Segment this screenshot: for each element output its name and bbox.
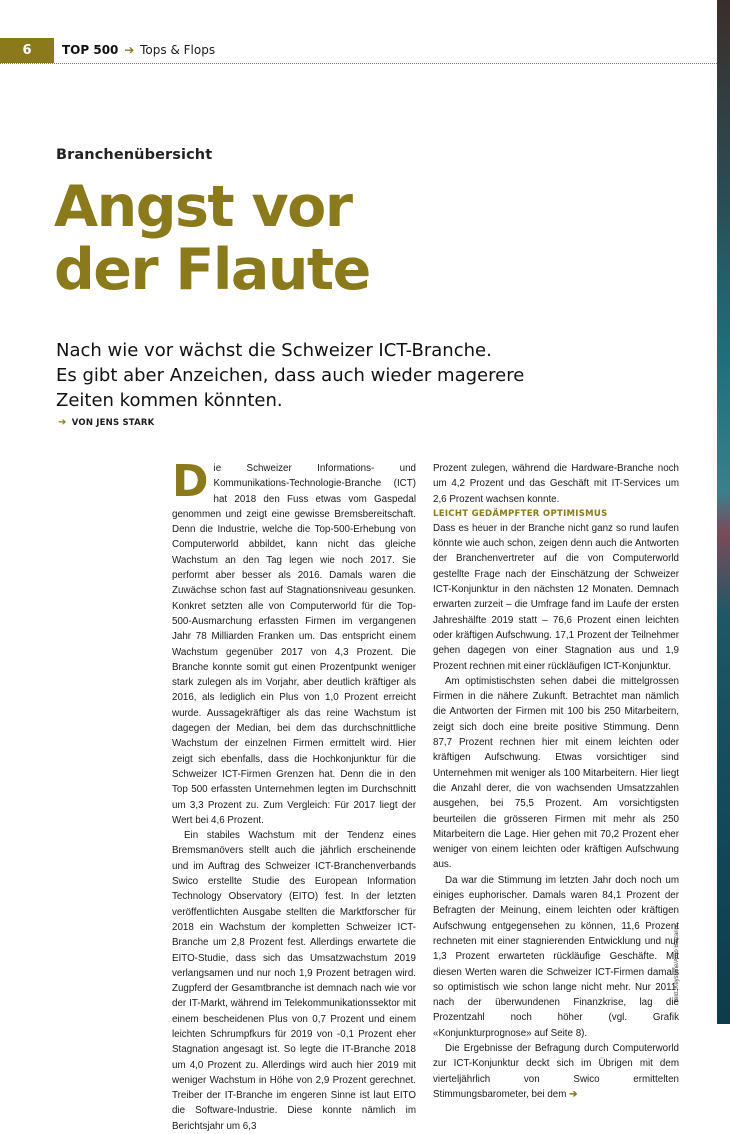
drop-cap: D [172,456,209,507]
lead-line-3: Zeiten kommen könnten. [56,390,283,411]
article-headline [54,176,370,302]
section-label: TOP 500 [62,43,119,57]
lead-line-2: Es gibt aber Anzeichen, dass auch wieder magerere [56,365,525,386]
paragraph-text: ie Schweizer Informations- und Kommunikations-Technologie-Branche (ICT) hat 2018 den Fuss etwas vom Gaspedal genommen und zeigt eine gewisse Bremsbereitschaft. Denn die Industrie, welche die Top-500-Erhebung von Computerworld abbildet, kann nicht das gleiche Wachstum an den Tag legen wie noch 2017. Sie performt aber besser als 2016. Damals waren die Zuwächse schon fast auf Stagnationsniveau gesunken. Konkret setzten alle von Computerworld für die Top-500-Ausmarchung erfassten Firmen im vergangenen Jahr 78 Milliarden Franken um. Das entspricht einem Wachstum gegenüber 2017 von 4,3 Prozent. Die Branche konnte somit gut einen Prozentpunkt weniger stark zulegen als im Vorjahr, aber deutlich kräftiger als 2016, als lediglich ein Plus von 1,0 Prozent erreicht wurde. Aussagekräftiger als das reine Wachstum ist dagegen der Median, bei dem das durchschnittliche Wachstum der einzelnen Firmen ermittelt wird. Hier zeigt sich ebenfalls, dass die Hochkonjunktur für die Schweizer ICT-Firmen Grenzen hat. Denn die in den Top 500 erfassten Unternehmen legten im Durchschnitt um 3,3 Prozent zu. Zum Vergleich: Für 2017 liegt der Wert bei 4,6 Prozent. [172,463,416,826]
page-header [0,38,717,64]
article-kicker: Branchenübersicht [56,147,213,163]
paragraph: Ein stabiles Wachstum mit der Tendenz eines Bremsmanövers stellt auch die jährlich erscheinende und im Auftrag des Schweizer ICT-Branchenverbands Swico erstellte Studie des European Information Technology Observatory (EITO) fest. In der letzten veröffentlichten Ausgabe stellten die Marktforscher für 2018 ein Wachstum der kompletten Schweizer ICT-Branche um 2,8 Prozent fest. Allerdings erwartete die EITO-Studie, dass sich das Umsatzwachstum 2019 verlangsamen und nur noch 1,9 Prozent betragen wird. Zugpferd der Gesamtbranche ist demnach nach wie vor der IT-Markt, während im Telekommunikationssektor mit einem bescheidenen Plus von 0,7 Prozent und einem leichten Schrumpfkurs für 2019 von -0,1 Prozent eher Stagnation angesagt ist. So legte die IT-Branche 2018 um 4,0 Prozent zu. Allerdings wird auch hier 2019 mit weniger Wachstum in Höhe von 2,9 Prozent gerechnet. Treiber der IT-Branche im engeren Sinne ist laut EITO die Software-Industrie. Diese konnte nämlich im Berichtsjahr um 6,3 [172,830,416,1132]
photo-credit: Bild: Keystone/Arno Balzarini [674,924,680,1002]
paragraph [433,1041,679,1102]
page-number: 6 [0,38,54,63]
article-column-1 [172,456,416,1134]
paragraph: Dass es heuer in der Branche nicht ganz so rund laufen könnte wie auch schon, zeigen denn auch die Antworten der Branchenvertreter auf die von Computerworld gestellte Frage nach der Einschätzung der Schweizer ICT-Konjunktur in den nächsten 12 Monaten. Demnach erwarten zurzeit – die Umfrage fand im Laufe der ersten Jahreshälfte 2019 statt – 76,6 Prozent einen leichten oder kräftigen Aufschwung. 17,1 Prozent der Teilnehmer gehen dagegen von einer Stagnation aus und 1,9 Prozent rechnen mit einer rückläufigen ICT-Konjunktur. [433,522,679,672]
paragraph: Prozent zulegen, während die Hardware-Branche noch um 4,2 Prozent und das Geschäft mit IT-Services um 2,6 Prozent wachsen konnte. [433,463,679,505]
article-lead [56,338,616,413]
headline-line-1: Angst vor [54,174,352,240]
lead-line-1: Nach wie vor wächst die Schweizer ICT-Branche. [56,340,492,361]
arrow-right-icon: ➔ [58,417,67,428]
edge-photo-strip [717,0,730,1024]
paragraph: Am optimistischsten sehen dabei die mittelgrossen Firmen in die nähere Zukunft. Betrachtet man nämlich die Antworten der Firmen mit 100 bis 250 Mitarbeitern, zeigt sich doch eine breite positive Stimmung. Denn 87,7 Prozent rechnen hier mit einem leichten oder kräftigen Aufschwung. Etwas vorsichtiger sind Unternehmen mit weniger als 100 Mitarbeitern. Hier liegt die Anzahl derer, die von wachsenden Umsatzzahlen ausgehen, bei 75,5 Prozent. Am vorsichtigsten beurteilen die grösseren Firmen mit mehr als 250 Mitarbeitern die Lage. Hier gehen mit 70,2 Prozent eher weniger von einem leichten oder kräftigen Aufschwung aus. [433,675,679,871]
section-subhead: LEICHT GEDÄMPFTER OPTIMISMUS [433,508,608,519]
paragraph-text: Die Ergebnisse der Befragung durch Computerworld zur ICT-Konjunktur deckt sich im Übrigen mit dem vierteljährlich von Swico ermittelten Stimmungsbarometer, bei dem [433,1042,679,1100]
paragraph [172,456,416,828]
byline-author: VON JENS STARK [71,418,155,428]
continue-arrow-icon: ➔ [569,1088,578,1100]
headline-line-2: der Flaute [54,237,370,303]
arrow-right-icon: ➔ [124,43,135,57]
article-column-2 [433,461,679,1102]
subsection-label: Tops & Flops [140,43,216,57]
paragraph: Da war die Stimmung im letzten Jahr doch noch um einiges euphorischer. Damals waren 84,1 Prozent der Befragten der Meinung, einem leichten oder kräftigen Aufschwung entgegensehen zu können, 11,6 Prozent rechneten mit einer stagnierenden Entwicklung und nur 1,3 Prozent erwarteten rückläufige Geschäfte. Mit diesen Werten waren die Schweizer ICT-Firmen damals so optimistisch wie schon lange nicht mehr. Nur 2011, nach der überwundenen Finanzkrise, lag die Prozentzahl noch höher (vgl. Grafik «Konjunkturprognose» auf Seite 8). [433,874,679,1039]
article-byline [56,417,154,428]
section-breadcrumb [62,38,215,63]
